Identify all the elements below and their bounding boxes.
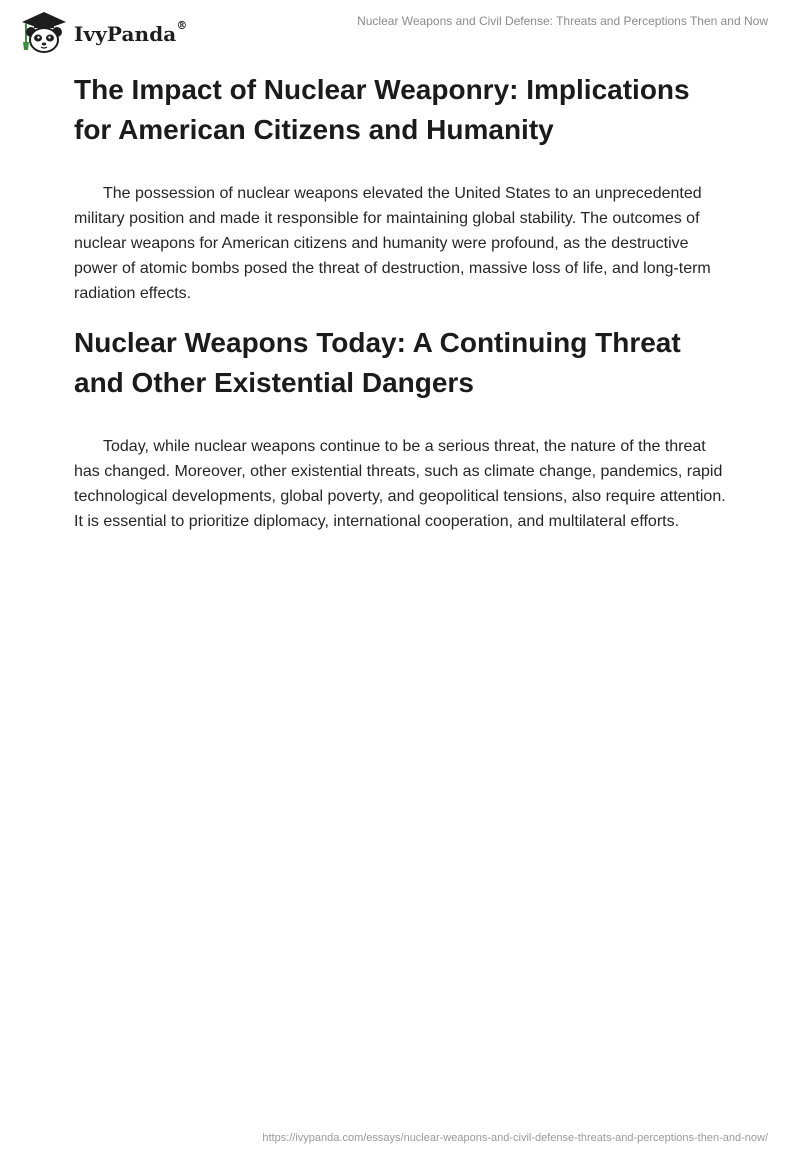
- logo-wordmark: [74, 19, 188, 46]
- registered-mark: ®: [176, 19, 188, 32]
- section-paragraph: The possession of nuclear weapons elevated the United States to an unprecedented military position and made it responsible for maintaining global stability. The outcomes of nuclear weapons for American citizens and humanity were profound, as the destructive power of atomic bombs posed the threat of destruction, massive loss of life, and long-term radiation effects.: [74, 185, 711, 302]
- source-url[interactable]: https://ivypanda.com/essays/nuclear-weapons-and-civil-defense-threats-and-perceptions-then-and-now/: [262, 1132, 768, 1144]
- logo-name: IvyPanda: [74, 22, 177, 46]
- section-heading: The Impact of Nuclear Weaponry: Implications for American Citizens and Humanity: [74, 74, 690, 145]
- running-title: Nuclear Weapons and Civil Defense: Threats and Perceptions Then and Now: [357, 14, 768, 28]
- essay-content: [74, 70, 734, 534]
- ivypanda-logo[interactable]: [14, 8, 187, 56]
- panda-graduation-cap-icon: [14, 8, 72, 56]
- section-heading: Nuclear Weapons Today: A Continuing Threat and Other Existential Dangers: [74, 327, 681, 398]
- page-header: [0, 0, 800, 64]
- section-paragraph: Today, while nuclear weapons continue to be a serious threat, the nature of the threat has changed. Moreover, other existential threats, such as climate change, pandemics, rapid technological developments, global poverty, and geopolitical tensions, also require attention. It is essential to prioritize diplomacy, international cooperation, and multilateral efforts.: [74, 438, 726, 530]
